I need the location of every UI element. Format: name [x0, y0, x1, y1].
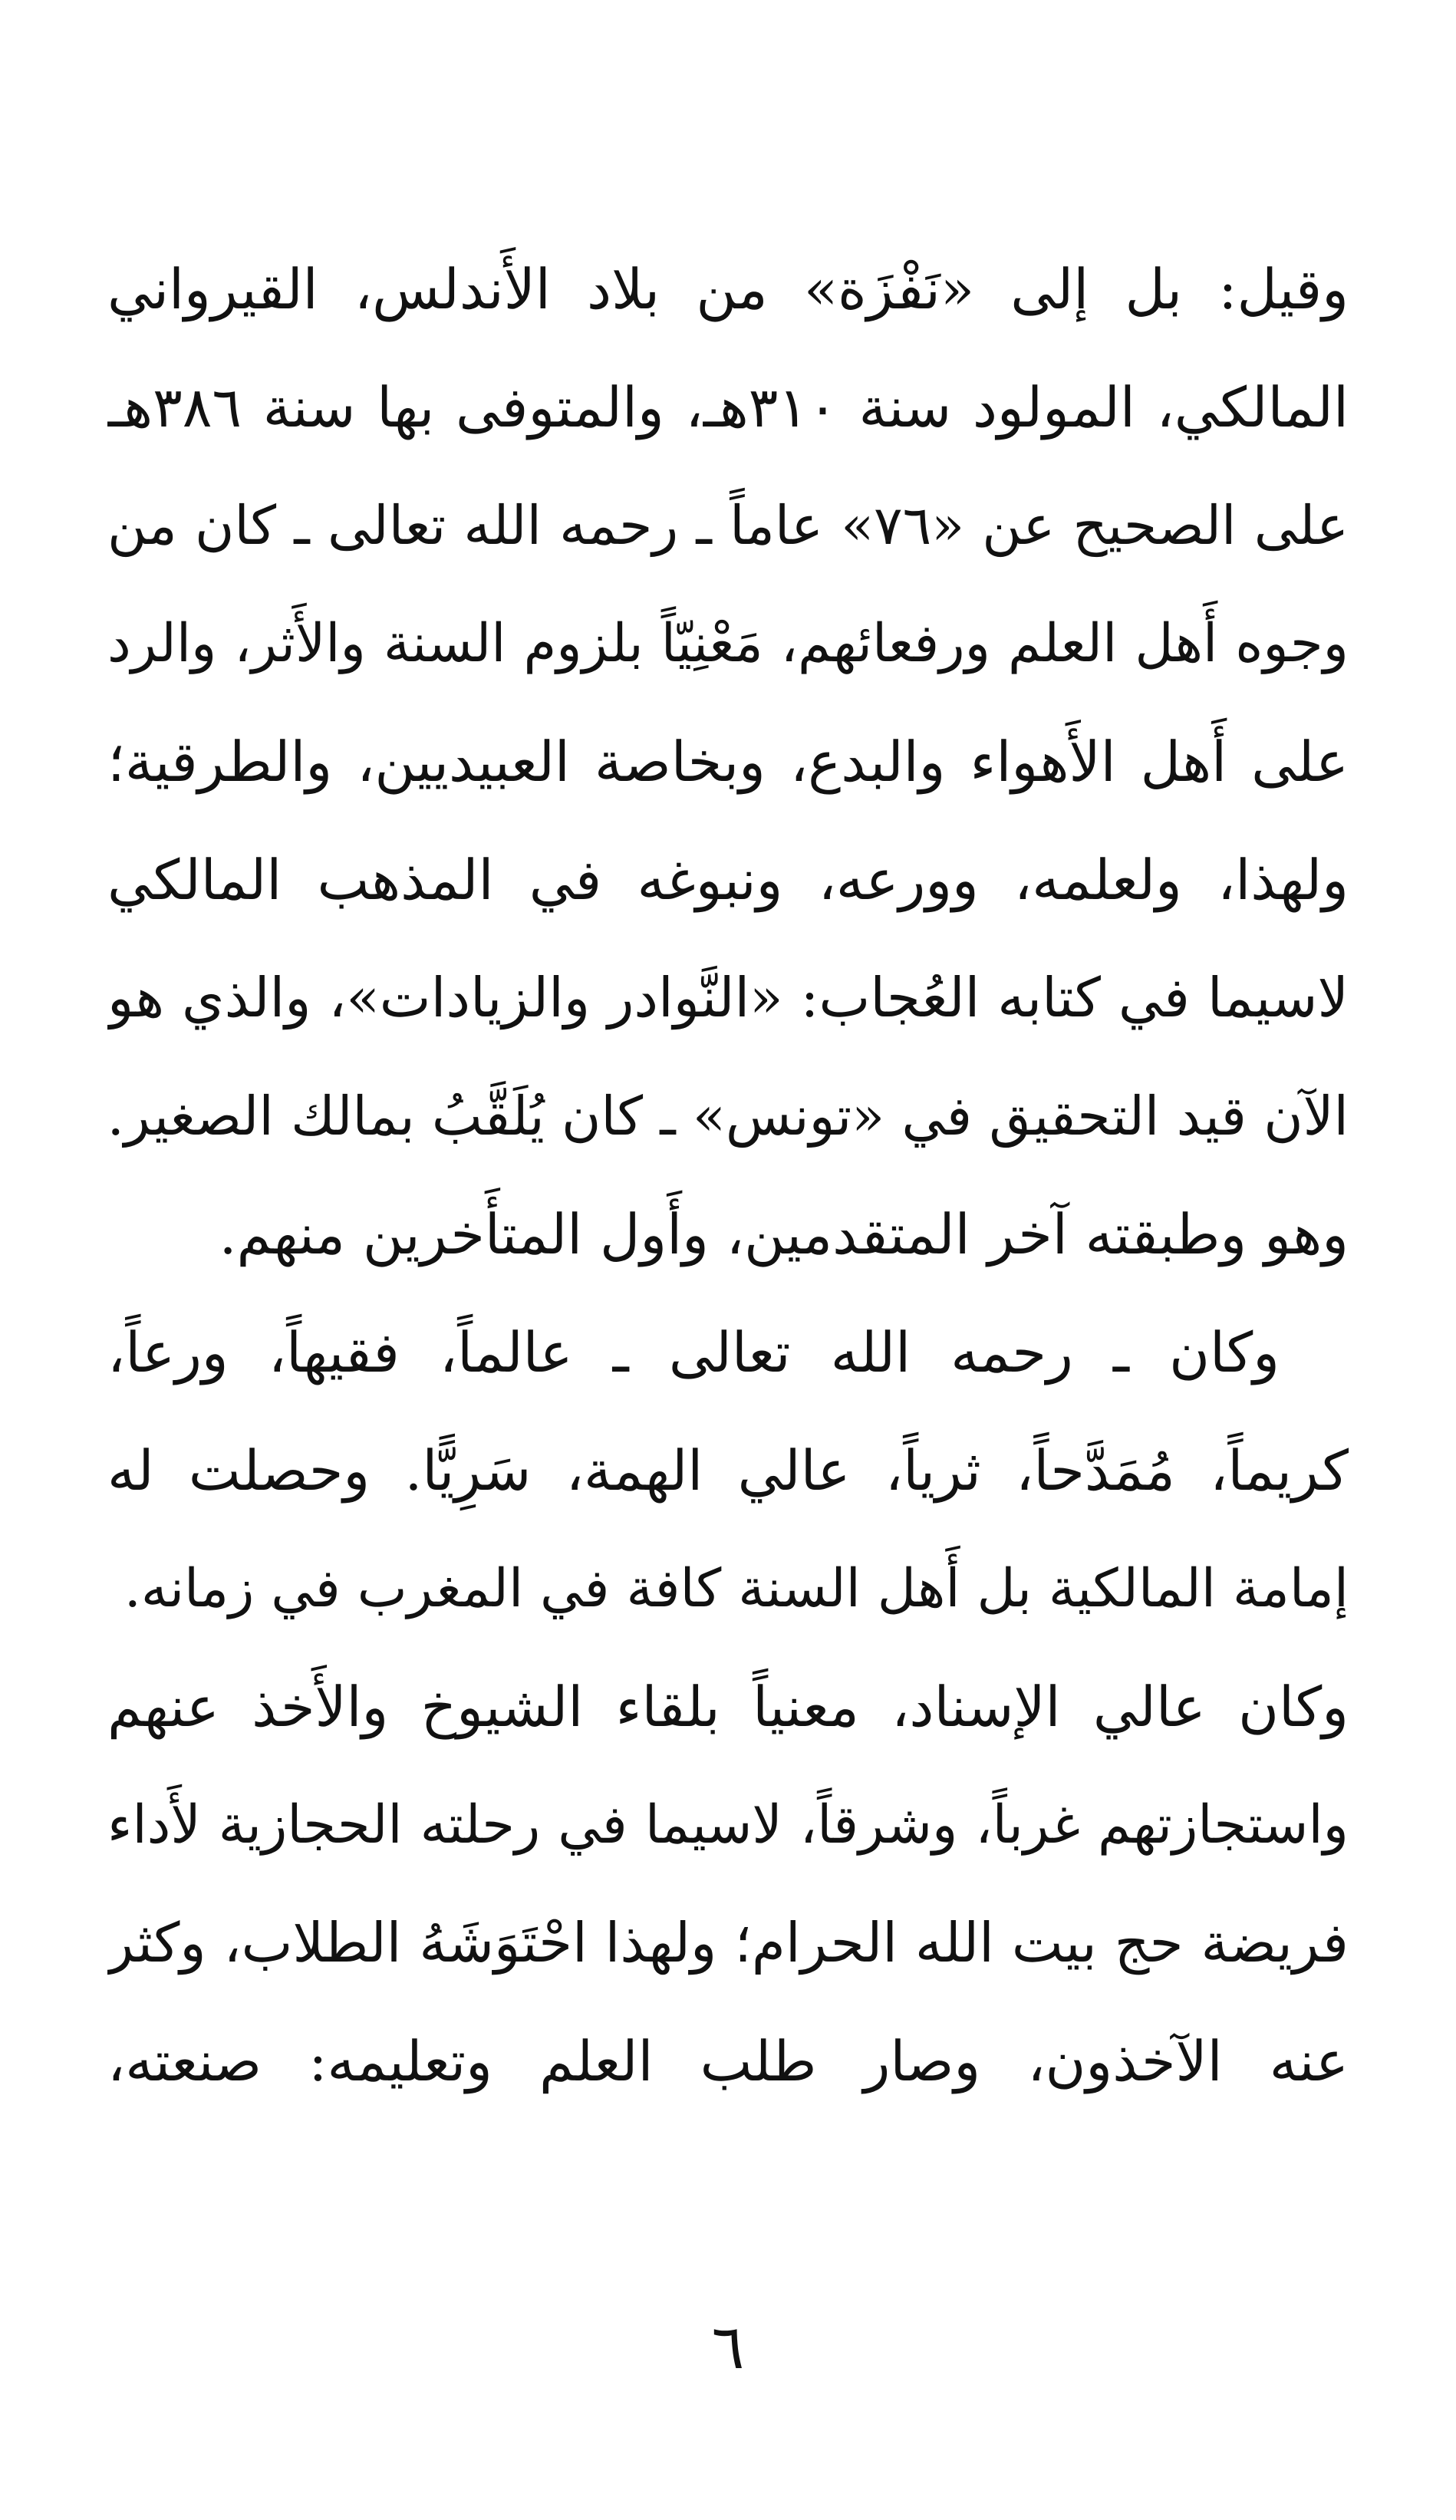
- text-line: وجوه أَهل العلم ورفعائهم، مَعْنِيّاً بلزوم السنة والأَثر، والرد: [107, 613, 1349, 674]
- text-line: عنه الآخذون، وصار طلب العلم وتعليمه: صنعته،: [107, 2029, 1349, 2093]
- text-line: واستجازتهم غرباً، وشرقاً، لاسيما في رحلته الحجازية لأَداء: [107, 1794, 1349, 1856]
- text-line: على أَهل الأَهواء والبدع، وبخاصة العبيديين، والطرقية؛: [107, 730, 1349, 794]
- text-line: فريضة حج بيت الله الحرام؛ ولهذا احْتَوَشَهُ الطلاب، وكثر: [107, 1911, 1349, 1975]
- text-line: الآن قيد التحقيق في «تونس» ـ كان يُلَقَّبُ بمالك الصغير.: [107, 1085, 1349, 1148]
- body-text: [107, 230, 1349, 2120]
- text-line: وقيل: بل إلى «نَفْزَة» من بلاد الأَندلس، القيرواني: [107, 257, 1349, 321]
- text-line: إمامة المالكية بل أَهل السنة كافة في المغرب في زمانه.: [124, 1558, 1349, 1619]
- text-line: المالكي، المولود سنة ٣١٠هـ، والمتوفى بها سنة ٣٨٦هـ: [107, 375, 1349, 440]
- page-number: ٦: [711, 2311, 745, 2383]
- text-line: ولهذا، ولعلمه، وورعه، ونبوغه في المذهب المالكي: [107, 848, 1349, 912]
- text-line: كريماً، مُمَدَّحاً، ثرياً، عالي الهمة، سَرِيًّا. وحصلت له: [107, 1438, 1349, 1503]
- paragraph-first-line: وكان ـ رحمه الله تعالى ـ عالماً، فقيهاً، ورعاً،: [107, 1320, 1280, 1385]
- text-line: وكان عالي الإسناد، معنياً بلقاء الشيوخ والأَخذ عنهم: [107, 1675, 1349, 1739]
- text-line: وهو وطبقته آخر المتقدمين، وأَول المتأَخرين منهم.: [219, 1202, 1349, 1267]
- text-line: على الصحيح عن «٧٦» عاماً ـ رحمه الله تعالى ـ كان من: [107, 494, 1349, 557]
- text-line: لاسيما في كتابه العُجاب: «النَّوادر والزيادات»، والذي هو: [107, 966, 1349, 1029]
